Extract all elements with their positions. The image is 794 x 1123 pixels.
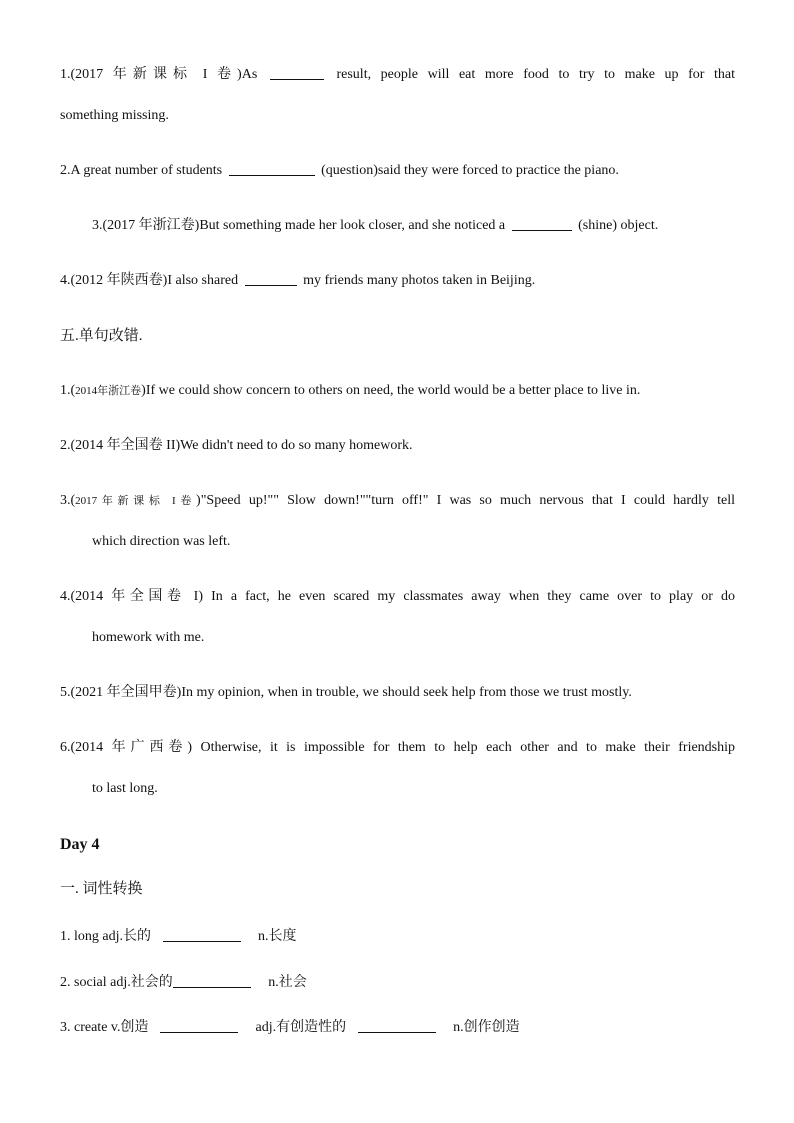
correction-item-6-continued: to last long. <box>92 781 158 796</box>
word-form-item-1: 1. long adj.长的 n.长度 <box>60 929 297 944</box>
question-text: 4.(2012 年陕西卷)I also shared <box>60 273 239 288</box>
answer-blank[interactable] <box>358 1019 436 1033</box>
source-label: 2014 年全国卷 I <box>75 589 199 604</box>
correction-item-1: 1.(2014年浙江卷)If we could show concern to others on need, the world would be a better place to live in. <box>60 383 641 398</box>
question-text: my friends many photos taken in Beijing. <box>303 273 536 288</box>
answer-blank[interactable] <box>245 272 297 286</box>
correction-item-6: 6.(2014 年广西卷) Otherwise, it is impossible for them to help each other and to make their friendship <box>60 740 736 755</box>
source-label: 2021 年全国甲卷 <box>75 685 177 700</box>
fill-question-3 <box>92 217 732 235</box>
correction-item-3-continued: which direction was left. <box>92 534 231 549</box>
correction-item-4-continued: homework with me. <box>92 630 205 645</box>
question-text: result, people will eat more food to try to make up for that <box>336 67 736 82</box>
correction-item-2: 2.(2014 年全国卷 II)We didn't need to do so many homework. <box>60 438 413 453</box>
question-text: 3.(2017 年浙江卷)But something made her look closer, and she noticed a <box>92 218 506 233</box>
answer-blank[interactable] <box>270 66 324 80</box>
question-text: 2.A great number of students <box>60 163 223 178</box>
question-text: 1.(2017 年新课标 I 卷)As <box>60 67 258 82</box>
fill-question-4 <box>60 272 735 290</box>
answer-blank[interactable] <box>173 974 251 988</box>
source-label: 2014 年全国卷 II <box>75 438 176 453</box>
section-title: 一. 词性转换 <box>60 881 143 897</box>
answer-blank[interactable] <box>160 1019 238 1033</box>
source-label: 2017年新课标 I卷 <box>75 495 197 507</box>
fill-question-1-continued: something missing. <box>60 108 169 123</box>
fill-question-2 <box>60 162 735 180</box>
fill-question-1 <box>60 66 735 84</box>
correction-item-3: 3.(2017年新课标 I卷)"Speed up!"" Slow down!""turn off!" I was so much nervous that I could hardly tell <box>60 493 735 508</box>
answer-blank[interactable] <box>229 162 315 176</box>
question-text: (shine) object. <box>578 218 659 233</box>
answer-blank[interactable] <box>163 928 241 942</box>
source-label: 2014 年广西卷 <box>75 740 188 755</box>
source-label: 2014年浙江卷 <box>75 385 142 397</box>
correction-item-5: 5.(2021 年全国甲卷)In my opinion, when in trouble, we should seek help from those we trust mostly. <box>60 685 632 700</box>
question-text: (question)said they were forced to practice the piano. <box>321 163 619 178</box>
section-title: 五.单句改错. <box>60 328 143 344</box>
word-form-item-2: 2. social adj.社会的 n.社会 <box>60 975 307 990</box>
correction-item-4: 4.(2014 年全国卷 I) In a fact, he even scared my classmates away when they came over to play or do <box>60 589 735 604</box>
word-form-item-3: 3. create v.创造 adj.有创造性的 n.创作创造 <box>60 1020 520 1035</box>
day-heading: Day 4 <box>60 836 100 853</box>
answer-blank[interactable] <box>512 217 572 231</box>
